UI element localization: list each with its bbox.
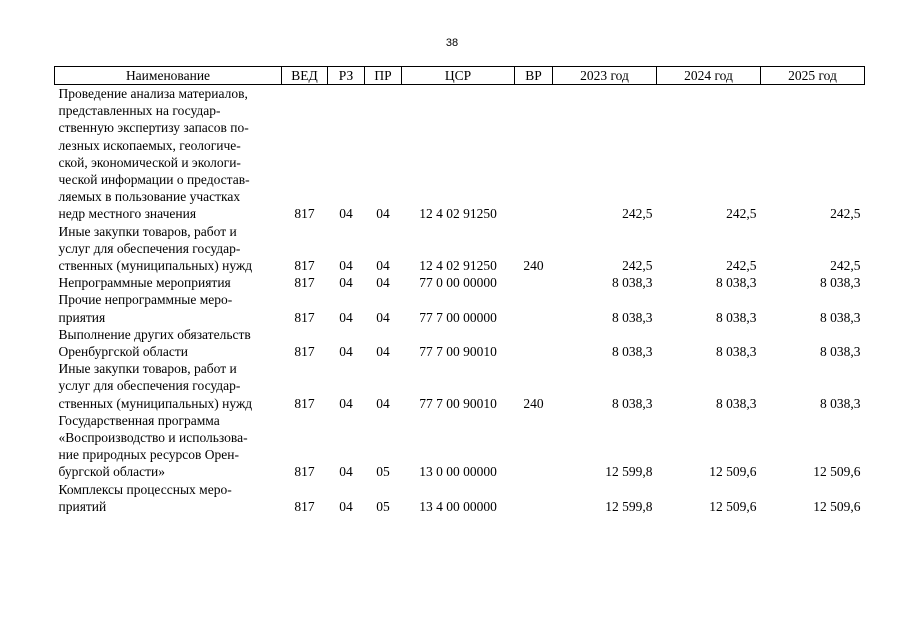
row-2025: 8 038,3 bbox=[820, 395, 861, 411]
row-csr: 77 7 00 90010 bbox=[419, 395, 497, 411]
table-row bbox=[55, 326, 865, 360]
page-number: 38 bbox=[445, 37, 459, 49]
row-pr: 05 bbox=[376, 464, 390, 480]
row-name: Иные закупки товаров, работ и услуг для обеспечения государ- ственных (муниципальных) нужд bbox=[58, 223, 253, 274]
row-2024: 242,5 bbox=[726, 258, 757, 274]
row-2023: 8 038,3 bbox=[612, 309, 653, 325]
row-2024: 242,5 bbox=[726, 206, 757, 222]
row-ved: 817 bbox=[294, 498, 315, 514]
header-vr: ВР bbox=[515, 67, 553, 85]
row-csr: 77 7 00 90010 bbox=[419, 344, 497, 360]
row-pr: 04 bbox=[376, 344, 390, 360]
row-ved: 817 bbox=[294, 258, 315, 274]
row-2023: 8 038,3 bbox=[612, 395, 653, 411]
row-ved: 817 bbox=[294, 275, 315, 291]
row-2025: 8 038,3 bbox=[820, 275, 861, 291]
table-header-row bbox=[55, 67, 865, 85]
row-2025: 8 038,3 bbox=[820, 309, 861, 325]
row-2024: 8 038,3 bbox=[716, 309, 757, 325]
row-name: Непрограммные мероприятия bbox=[58, 275, 231, 291]
row-name: Проведение анализа материалов, представленных на государ- ственную экспертизу запасов по- лезных ископаемых, геологиче- ской, экономической и экологи- ческой информации о предостав- ляемых в пользование участках недр местного значения bbox=[58, 86, 250, 222]
header-2025: 2025 год bbox=[761, 67, 865, 85]
row-ved: 817 bbox=[294, 395, 315, 411]
header-pr: ПР bbox=[365, 67, 402, 85]
row-vr bbox=[515, 412, 553, 481]
header-csr: ЦСР bbox=[402, 67, 515, 85]
row-pr: 04 bbox=[376, 258, 390, 274]
row-2024: 8 038,3 bbox=[716, 395, 757, 411]
row-2023: 8 038,3 bbox=[612, 275, 653, 291]
row-pr: 04 bbox=[376, 275, 390, 291]
row-2023: 242,5 bbox=[622, 258, 653, 274]
row-2024: 8 038,3 bbox=[716, 275, 757, 291]
row-name: Иные закупки товаров, работ и услуг для обеспечения государ- ственных (муниципальных) нужд bbox=[58, 361, 253, 411]
row-ved: 817 bbox=[294, 309, 315, 325]
row-vr bbox=[515, 326, 553, 360]
row-2023: 12 599,8 bbox=[605, 498, 653, 514]
row-vr bbox=[515, 274, 553, 291]
row-ved: 817 bbox=[294, 344, 315, 360]
table-row bbox=[55, 291, 865, 325]
row-2025: 242,5 bbox=[830, 258, 861, 274]
row-csr: 12 4 02 91250 bbox=[419, 206, 497, 222]
row-2024: 8 038,3 bbox=[716, 344, 757, 360]
row-2025: 12 509,6 bbox=[813, 464, 861, 480]
table-row bbox=[55, 85, 865, 223]
row-ved: 817 bbox=[294, 464, 315, 480]
row-2025: 8 038,3 bbox=[820, 344, 861, 360]
row-rz: 04 bbox=[339, 258, 353, 274]
row-name: Выполнение других обязательств Оренбургской области bbox=[58, 326, 251, 360]
budget-table bbox=[54, 66, 865, 515]
row-rz: 04 bbox=[339, 498, 353, 514]
table-row bbox=[55, 223, 865, 275]
header-2024: 2024 год bbox=[657, 67, 761, 85]
row-vr bbox=[515, 481, 553, 515]
row-2024: 12 509,6 bbox=[709, 498, 757, 514]
row-rz: 04 bbox=[339, 344, 353, 360]
row-2023: 8 038,3 bbox=[612, 344, 653, 360]
header-2023: 2023 год bbox=[553, 67, 657, 85]
header-rz: РЗ bbox=[328, 67, 365, 85]
row-rz: 04 bbox=[339, 275, 353, 291]
row-2024: 12 509,6 bbox=[709, 464, 757, 480]
row-2025: 242,5 bbox=[830, 206, 861, 222]
table-row bbox=[55, 412, 865, 481]
row-rz: 04 bbox=[339, 206, 353, 222]
row-vr: 240 bbox=[523, 395, 544, 411]
row-vr bbox=[515, 85, 553, 223]
table-row bbox=[55, 360, 865, 412]
row-name: Комплексы процессных меро- приятий bbox=[58, 481, 232, 514]
row-rz: 04 bbox=[339, 395, 353, 411]
row-pr: 04 bbox=[376, 206, 390, 222]
row-pr: 05 bbox=[376, 498, 390, 514]
row-vr bbox=[515, 291, 553, 325]
row-2023: 12 599,8 bbox=[605, 464, 653, 480]
row-2023: 242,5 bbox=[622, 206, 653, 222]
header-ved: ВЕД bbox=[282, 67, 328, 85]
row-2025: 12 509,6 bbox=[813, 498, 861, 514]
row-csr: 13 0 00 00000 bbox=[419, 464, 497, 480]
header-name: Наименование bbox=[55, 67, 282, 85]
table-row bbox=[55, 481, 865, 515]
table-row bbox=[55, 274, 865, 291]
row-csr: 13 4 00 00000 bbox=[419, 498, 497, 514]
row-vr: 240 bbox=[523, 258, 544, 274]
row-pr: 04 bbox=[376, 395, 390, 411]
row-rz: 04 bbox=[339, 464, 353, 480]
row-csr: 77 0 00 00000 bbox=[419, 275, 497, 291]
row-name: Прочие непрограммные меро- приятия bbox=[58, 292, 233, 325]
row-rz: 04 bbox=[339, 309, 353, 325]
row-csr: 77 7 00 00000 bbox=[419, 309, 497, 325]
row-pr: 04 bbox=[376, 309, 390, 325]
row-name: Государственная программа «Воспроизводство и использова- ние природных ресурсов Орен- бургской области» bbox=[58, 412, 248, 480]
row-csr: 12 4 02 91250 bbox=[419, 258, 497, 274]
row-ved: 817 bbox=[294, 206, 315, 222]
